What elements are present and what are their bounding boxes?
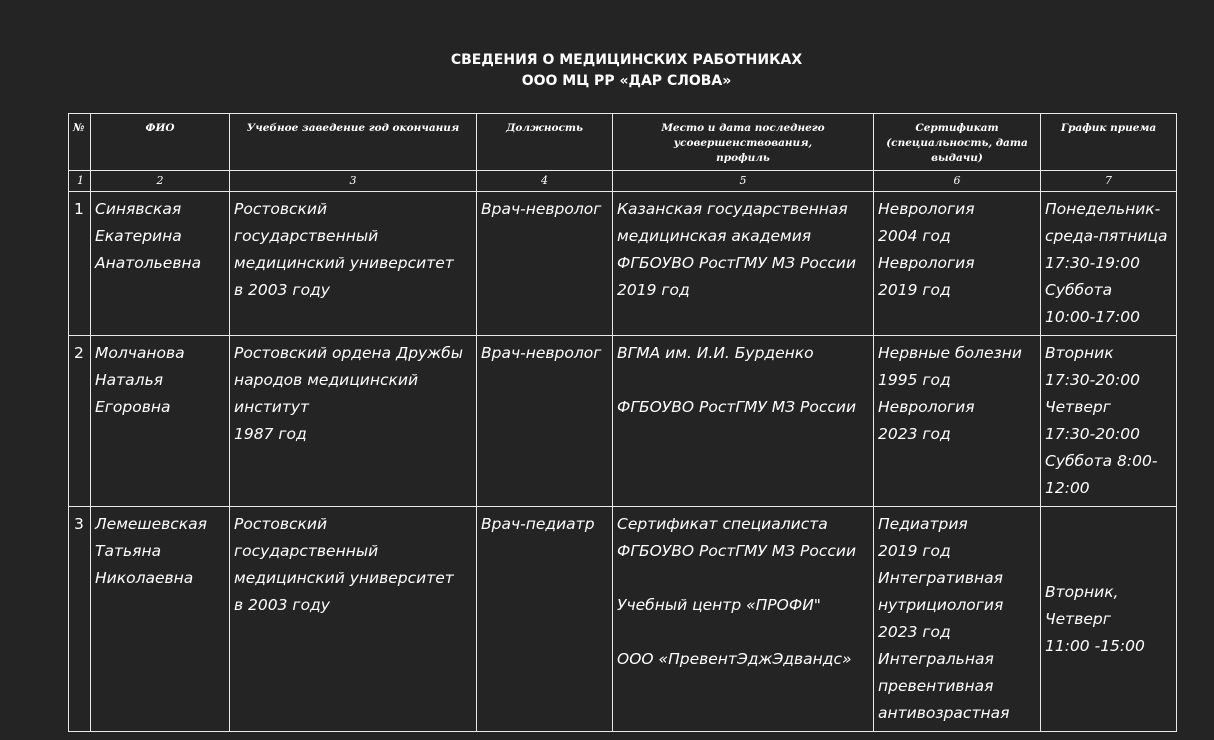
certificate-cell-line: 2019 год: [878, 542, 951, 560]
header-training-line: усовершенствования,: [673, 137, 813, 149]
title-line-2: ООО МЦ РР «ДАР СЛОВА»: [521, 73, 732, 89]
header-row: [69, 114, 1177, 171]
fio-cell-line: Анатольевна: [95, 254, 202, 272]
schedule-cell: [1041, 192, 1177, 336]
education-cell-line: в 2003 году: [234, 281, 330, 299]
education-cell: [230, 507, 477, 732]
training-cell-line: ФГБОУВО РостГМУ МЗ России: [617, 254, 857, 272]
training-cell-line: медицинская академия: [617, 227, 812, 245]
training-cell-line: ООО «ПревентЭджЭдвандс»: [617, 650, 852, 668]
education-cell-line: народов медицинский: [234, 371, 419, 389]
training-cell: [613, 192, 874, 336]
training-cell-line: [617, 619, 870, 646]
header-training-line: Место и дата последнего: [661, 122, 825, 134]
schedule-cell-line: Суббота 8:00-: [1045, 452, 1158, 470]
schedule-cell-line: 17:30-20:00: [1045, 371, 1140, 389]
column-number: 5: [613, 171, 874, 192]
schedule-cell: [1041, 336, 1177, 507]
training-cell: [613, 507, 874, 732]
header-certificate: [874, 114, 1041, 171]
education-cell-line: институт: [234, 398, 310, 416]
schedule-cell-line: Четверг: [1045, 398, 1111, 416]
schedule-cell-line: 12:00: [1045, 479, 1090, 497]
certificate-cell-line: 2023 год: [878, 425, 951, 443]
schedule-cell-line: 17:30-19:00: [1045, 254, 1140, 272]
fio-cell-line: Николаевна: [95, 569, 194, 587]
certificate-cell-line: Нервные болезни: [878, 344, 1022, 362]
schedule-cell-line: Вторник: [1045, 344, 1114, 362]
fio-cell-line: Татьяна: [95, 542, 162, 560]
schedule-cell-line: 10:00-17:00: [1045, 308, 1140, 326]
fio-cell-line: Лемешевская: [95, 515, 207, 533]
training-cell-line: [617, 565, 870, 592]
training-cell-line: ФГБОУВО РостГМУ МЗ России: [617, 398, 857, 416]
education-cell: [230, 336, 477, 507]
education-cell-line: в 2003 году: [234, 596, 330, 614]
training-cell-line: [617, 367, 870, 394]
position-cell: Врач-невролог: [477, 192, 613, 336]
schedule-cell-line: Четверг: [1045, 609, 1111, 628]
schedule-cell: [1041, 507, 1177, 732]
education-cell-line: Ростовский ордена Дружбы: [234, 344, 463, 362]
schedule-cell-line: 17:30-20:00: [1045, 425, 1140, 443]
header-num: №: [69, 114, 91, 171]
column-number-row: [69, 171, 1177, 192]
schedule-cell-line: среда-пятница: [1045, 227, 1168, 245]
column-number: 4: [477, 171, 613, 192]
header-certificate-line: (специальность, дата: [886, 137, 1028, 149]
column-number: 1: [69, 171, 91, 192]
certificate-cell-line: 1995 год: [878, 371, 951, 389]
training-cell-line: Сертификат специалиста: [617, 515, 828, 533]
certificate-cell-line: Интегральная: [878, 650, 994, 668]
certificate-cell-line: Педиатрия: [878, 515, 968, 533]
certificate-cell-line: 2019 год: [878, 281, 951, 299]
fio-cell-line: Егоровна: [95, 398, 171, 416]
table-row: [69, 507, 1177, 732]
header-education: Учебное заведение год окончания: [230, 114, 477, 171]
table-row: [69, 336, 1177, 507]
certificate-cell-line: превентивная: [878, 677, 994, 695]
education-cell-line: медицинский университет: [234, 569, 454, 587]
header-certificate-line: Сертификат: [915, 122, 999, 134]
certificate-cell-line: 2023 год: [878, 623, 951, 641]
certificate-cell-line: антивозрастная: [878, 704, 1010, 722]
fio-cell-line: Молчанова: [95, 344, 185, 362]
fio-cell-line: Екатерина: [95, 227, 182, 245]
fio-cell-line: Наталья: [95, 371, 164, 389]
position-cell: Врач-педиатр: [477, 507, 613, 732]
title-line-1: СВЕДЕНИЯ О МЕДИЦИНСКИХ РАБОТНИКАХ: [450, 52, 803, 68]
header-training-line: профиль: [716, 152, 770, 164]
row-number: 1: [69, 192, 91, 336]
table-body: [69, 192, 1177, 732]
staff-table: [68, 113, 1177, 732]
certificate-cell-line: нутрициология: [878, 596, 1004, 614]
header-certificate-line: выдачи): [931, 152, 983, 164]
certificate-cell-line: 2004 год: [878, 227, 951, 245]
header-training: [613, 114, 874, 171]
fio-cell: [91, 336, 230, 507]
table-row: [69, 192, 1177, 336]
certificate-cell: [874, 192, 1041, 336]
training-cell-line: ВГМА им. И.И. Бурденко: [617, 344, 814, 362]
training-cell-line: Учебный центр «ПРОФИ": [617, 596, 821, 614]
education-cell-line: государственный: [234, 542, 379, 560]
column-number: 6: [874, 171, 1041, 192]
education-cell-line: 1987 год: [234, 425, 307, 443]
certificate-cell: [874, 336, 1041, 507]
fio-cell: [91, 507, 230, 732]
education-cell-line: Ростовский: [234, 200, 328, 218]
certificate-cell-line: Интегративная: [878, 569, 1003, 587]
fio-cell-line: Синявская: [95, 200, 182, 218]
schedule-cell-line: 11:00 -15:00: [1045, 636, 1145, 655]
training-cell: [613, 336, 874, 507]
certificate-cell: [874, 507, 1041, 732]
fio-cell: [91, 192, 230, 336]
column-number: 2: [91, 171, 230, 192]
column-number: 3: [230, 171, 477, 192]
certificate-cell-line: Неврология: [878, 398, 975, 416]
education-cell-line: Ростовский: [234, 515, 328, 533]
training-cell-line: Казанская государственная: [617, 200, 848, 218]
schedule-cell-line: Вторник,: [1045, 582, 1119, 601]
training-cell-line: 2019 год: [617, 281, 690, 299]
education-cell-line: государственный: [234, 227, 379, 245]
page-title: [0, 50, 1214, 92]
education-cell-line: медицинский университет: [234, 254, 454, 272]
certificate-cell-line: Неврология: [878, 200, 975, 218]
row-number: 2: [69, 336, 91, 507]
education-cell: [230, 192, 477, 336]
header-fio: ФИО: [91, 114, 230, 171]
training-cell-line: ФГБОУВО РостГМУ МЗ России: [617, 542, 857, 560]
header-position: Должность: [477, 114, 613, 171]
position-cell: Врач-невролог: [477, 336, 613, 507]
schedule-cell-line: Суббота: [1045, 281, 1113, 299]
row-number: 3: [69, 507, 91, 732]
column-number: 7: [1041, 171, 1177, 192]
certificate-cell-line: Неврология: [878, 254, 975, 272]
header-schedule: График приема: [1041, 114, 1177, 171]
schedule-cell-line: Понедельник-: [1045, 200, 1161, 218]
